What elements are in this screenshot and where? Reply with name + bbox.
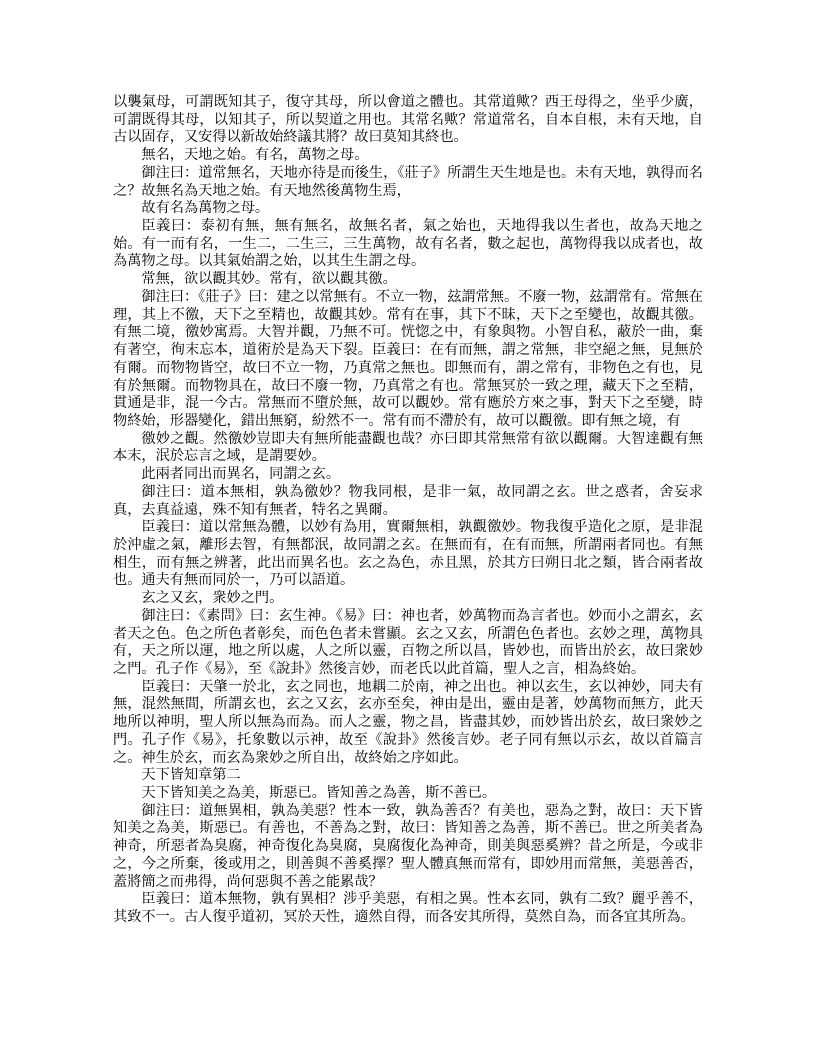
imperial-commentary: 御注曰：道無異相，孰為美惡？性本一致，孰為善否？有美也，惡為之對，故曰：天下皆知美之為美，斯惡已。有善也，不善為之對，故曰：皆知善之為善，斯不善已。世之所美者為神奇，所惡者為臭腐，神奇復化為臭腐，臭腐復化為神奇，則美與惡奚辨？昔之所是，今或非之，今之所棄，後或用之，則善與不善奚擇？聖人體真無而常有，即妙用而常無，美惡善否，蓋將簡之而弗得，尚何惡與不善之能累哉？ bbox=[113, 802, 703, 890]
scripture-line: 故有名為萬物之母。 bbox=[141, 200, 270, 217]
minister-commentary: 臣義曰：天肇一於北，玄之同也，地耦二於南，神之出也。神以玄生，玄以神妙，同夫有無，混然無間，所謂玄也，玄之又玄，玄亦至矣，神由是出，靈由是著，妙萬物而無方，此天地所以神明，聖人所以無為而為。而人之靈，物之昌，皆盡其妙，而妙皆出於玄，故曰衆妙之門。孔子作《易》，托象數以示神，故至《說卦》然後言妙。老子同有無以示玄，故以首篇言之。神生於玄，而玄為衆妙之所自出，故終始之序如此。 bbox=[113, 678, 703, 766]
scripture-line: 常無，欲以觀其妙。常有，欲以觀其徼。 bbox=[141, 271, 397, 288]
imperial-commentary: 御注曰：《素問》曰：玄生神。《易》曰：神也者，妙萬物而為言者也。妙而小之謂玄，玄者天之色。色之所色者彰矣，而色色者未嘗顯。玄之又玄，所謂色色者也。玄妙之理，萬物具有，天之所以運，地之所以處，人之所以靈，百物之所以昌，皆妙也，而皆出於玄，故曰衆妙之門。孔子作《易》，至《說卦》然後言妙，而老氏以此首篇，聖人之言，相為終始。 bbox=[113, 607, 703, 677]
scripture-line: 此兩者同出而異名，同謂之玄。 bbox=[141, 466, 341, 483]
imperial-commentary: 御注曰：道本無相，孰為徼妙？物我同根，是非一氣，故同謂之玄。世之惑者，舍妄求真，去真益遠，殊不知有無者，特名之異爾。 bbox=[113, 483, 703, 518]
scripture-line: 玄之又玄，衆妙之門。 bbox=[141, 590, 284, 607]
imperial-commentary: 御注曰：道常無名，天地亦待是而後生，《莊子》所謂生天生地是也。未有天地，孰得而名之？故無名為天地之始。有天地然後萬物生焉， bbox=[113, 164, 703, 199]
minister-commentary: 臣義曰：泰初有無，無有無名，故無名者，氣之始也，天地得我以生者也，故為天地之始。有一而有名，一生二，二生三，三生萬物，故有名者，數之起也，萬物得我以成者也，故為萬物之母。以其氣始謂之始，以其生生謂之母。 bbox=[113, 218, 703, 270]
continuation-paragraph: 以襲氣母，可謂既知其子，復守其母，所以會道之體也。其常道歟？西王母得之，坐乎少廣，可謂既得其母，以知其子，所以契道之用也。其常名歟？常道常名，自本自根，未有天地，自古以固存，又安得以新故始終議其將？故曰莫知其終也。 bbox=[113, 94, 703, 146]
scripture-line: 無名，天地之始。有名，萬物之母。 bbox=[141, 147, 369, 164]
minister-commentary: 臣義曰：道本無物，孰有異相？涉乎美惡，有相之異。性本玄同，孰有二致？麗乎善不，其致不一。古人復乎道初，冥於天性，適然自得，而各安其所得，莫然自為，而各宜其所為。 bbox=[113, 891, 703, 926]
commentary-continuation: 徼妙之觀。然徼妙豈即夫有無所能盡觀也哉？亦曰即其常無常有欲以觀爾。大智達觀有無本末，泯於忘言之域，是謂要妙。 bbox=[113, 430, 703, 465]
minister-commentary: 臣義曰：道以常無為體，以妙有為用，實爾無相，孰觀徼妙。物我復乎造化之原，是非混於沖虛之氣，離形去智，有無都泯，故同謂之玄。在無而有，在有而無，所謂兩者同也。有無相生，而有無之辨著，此出而異名也。玄之為色，赤且黑，於其方曰朔日北之類，皆合兩者故也。通夫有無而同於一，乃可以語道。 bbox=[113, 519, 703, 589]
imperial-commentary: 御注曰：《莊子》曰：建之以常無有。不立一物，玆謂常無。不廢一物，玆謂常有。常無在理，其上不徼，天下之至精也，故觀其妙。常有在事，其下不昧，天下之至變也，故觀其徼。有無二境，徼妙寓焉。大智并觀，乃無不可。恍惚之中，有象與物。小智自私，蔽於一曲，棄有著空，徇末忘本，道術於是為天下裂。臣義曰：在有而無，謂之常無，非空絕之無，見無於有爾。而物物皆空，故曰不立一物，乃真常之無也。即無而有，謂之常有，非物色之有也，見有於無爾。而物物具在，故曰不廢一物，乃真常之有也。常無冥於一致之理，藏天下之至精，貫通是非，混一今古。常無而不墮於無，故可以觀妙。常有應於方來之事，對天下之至變，時物終始，形器變化，錯出無窮，紛然不一。常有而不滯於有，故可以觀徼。即有無之境，有 bbox=[113, 288, 703, 429]
chapter-heading: 天下皆知章第二 bbox=[141, 767, 241, 784]
scripture-line: 天下皆知美之為美，斯惡已。皆知善之為善，斯不善已。 bbox=[141, 785, 497, 802]
